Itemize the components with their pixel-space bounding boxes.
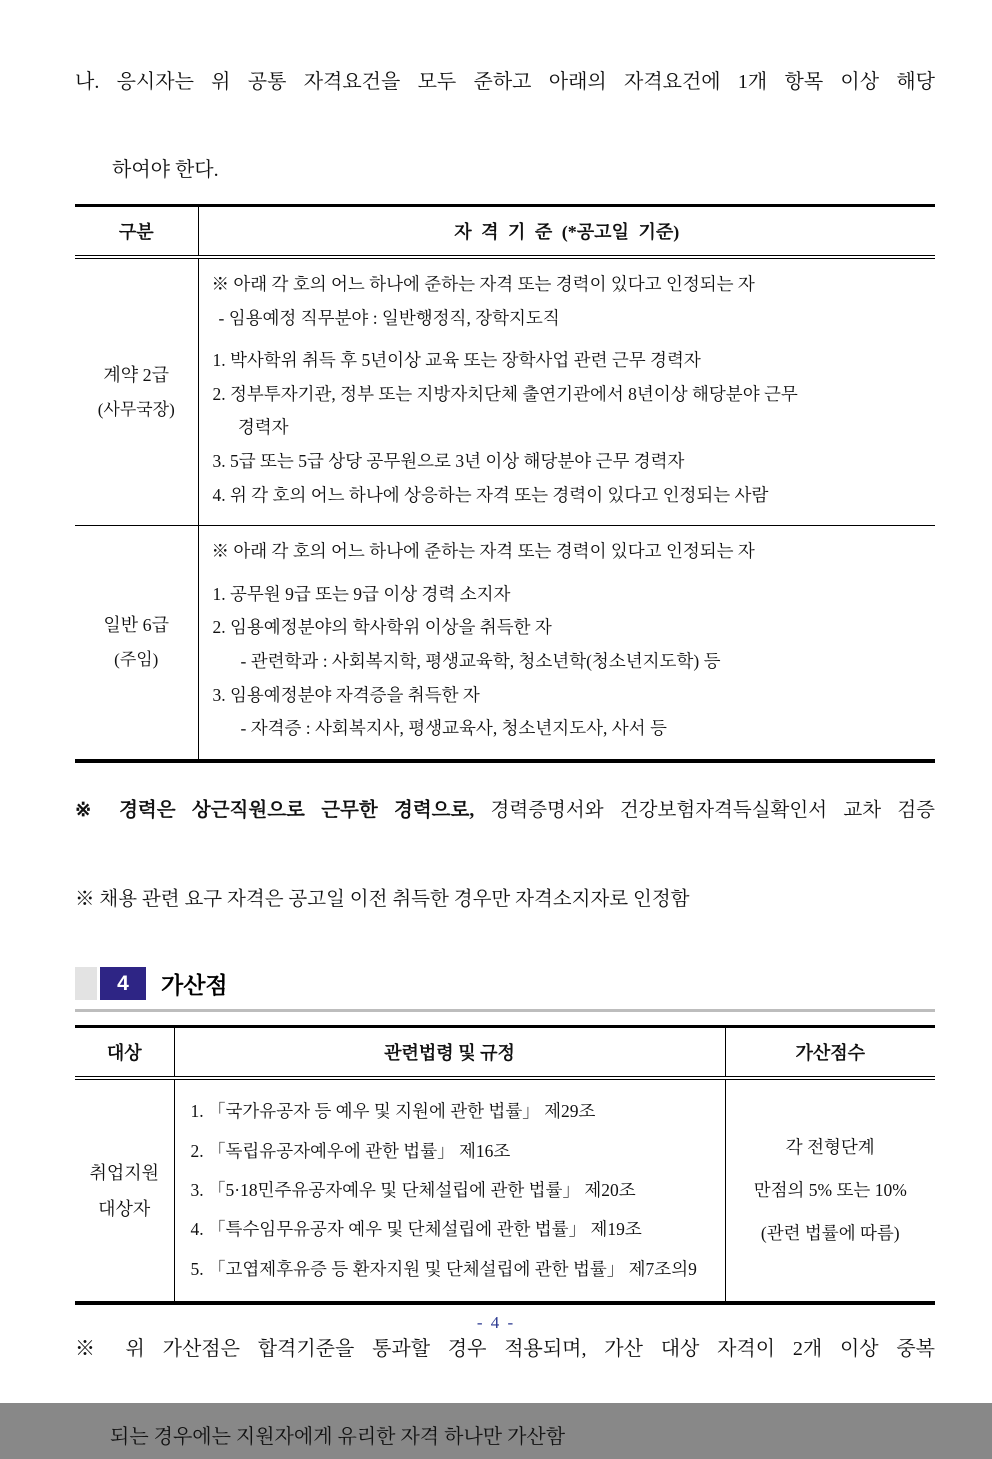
- bonus-target-cell: [75, 1078, 174, 1303]
- footnote-line-1: ※ 위 가산점은 합격기준을 통과할 경우 적용되며, 가산 대상 자격이 2개 이상 중복: [75, 1338, 935, 1361]
- bonus-target-line-1: 취업지원: [89, 1162, 160, 1183]
- intro-line-1: 나. 응시자는 위 공통 자격요건을 모두 준하고 아래의 자격요건에 1개 항목 이상 해당: [75, 71, 935, 93]
- law-item-3: 3. 「5·18민주유공자예우 및 단체설립에 관한 법률」 제20조: [190, 1180, 636, 1200]
- table-row: [75, 526, 935, 761]
- table-row: [75, 1078, 935, 1303]
- bonus-laws-cell: [174, 1078, 725, 1303]
- qualification-table: [75, 204, 935, 763]
- qual-header-category: 구분: [75, 206, 198, 258]
- criteria-item-2: 2. 임용예정분야의 학사학위 이상을 취득한 자: [212, 617, 552, 638]
- bonus-header-score: 가산점수: [725, 1027, 935, 1079]
- criteria-cell-contract-2: [198, 257, 935, 526]
- bonus-header-laws: 관련법령 및 규정: [174, 1027, 725, 1079]
- law-item-5: 5. 「고엽제후유증 등 환자지원 및 단체설립에 관한 법률」 제7조의9: [190, 1258, 697, 1279]
- bonus-points-table: [75, 1025, 935, 1305]
- note-acquisition-date: ※ 채용 관련 요구 자격은 공고일 이전 취득한 경우만 자격소지자로 인정함: [75, 889, 690, 911]
- qualification-notes: [75, 789, 935, 924]
- note-bold-text: 경력은 상근직원으로 근무한 경력으로,: [119, 799, 475, 821]
- note-marker: ※: [75, 799, 103, 821]
- criteria-item-3: 3. 임용예정분야 자격증을 취득한 자: [212, 684, 480, 705]
- bonus-table-header-row: [75, 1027, 935, 1079]
- criteria-item-1: 1. 박사학위 취득 후 5년이상 교육 또는 장학사업 관련 근무 경력자: [212, 350, 701, 371]
- bonus-footnote: [75, 1327, 935, 1459]
- criteria-cell-general-6: [198, 526, 935, 761]
- criteria-item-2-line-1: 2. 정부투자기관, 정부 또는 지방자치단체 출연기관에서 8년이상 해당분야 근무: [212, 383, 798, 404]
- bonus-header-target: 대상: [75, 1027, 174, 1079]
- section-title: 가산점: [161, 972, 228, 999]
- criteria-dash: - 임용예정 직무분야 : 일반행정직, 장학지도직: [218, 307, 560, 328]
- grade-cell-general-6: [75, 526, 198, 761]
- criteria-item-1: 1. 공무원 9급 또는 9급 이상 경력 소지자: [212, 583, 511, 604]
- note-rest-text: 경력증명서와 건강보험자격득실확인서 교차 검증: [490, 799, 935, 821]
- grade-name: 일반 6급: [103, 615, 170, 636]
- qual-header-criteria: 자 격 기 준 (*공고일 기준): [198, 206, 935, 258]
- section-header-bonus-points: [75, 967, 935, 1012]
- footnote-line-2: 되는 경우에는 지원자에게 유리한 자격 하나만 가산함: [110, 1426, 566, 1449]
- qualification-table-header-row: [75, 206, 935, 258]
- criteria-item-2-dash: - 관련학과 : 사회복지학, 평생교육학, 청소년학(청소년지도학) 등: [240, 650, 721, 671]
- page-number: - 4 -: [476, 1313, 516, 1332]
- criteria-item-2: [207, 378, 928, 445]
- law-item-1: 1. 「국가유공자 등 예우 및 지원에 관한 법률」 제29조: [190, 1101, 596, 1122]
- intro-paragraph: [75, 60, 935, 192]
- grade-subtitle: (사무국장): [97, 400, 175, 420]
- section-number-badge: 4: [100, 967, 146, 1000]
- law-item-4: 4. 「특수임무유공자 예우 및 단체설립에 관한 법률」 제19조: [190, 1219, 642, 1240]
- criteria-item-2-line-2: 경력자: [237, 417, 289, 438]
- score-line-2: 만점의 5% 또는 10%: [753, 1180, 907, 1201]
- criteria-item-3: 3. 5급 또는 5급 상당 공무원으로 3년 이상 해당분야 근무 경력자: [212, 450, 685, 471]
- score-line-3: (관련 법률에 따름): [760, 1223, 900, 1244]
- law-item-2: 2. 「독립유공자예우에 관한 법률」 제16조: [190, 1140, 511, 1161]
- grade-cell-contract-2: [75, 257, 198, 526]
- intro-line-2: 하여야 한다.: [112, 159, 219, 181]
- bonus-score-cell: [725, 1078, 935, 1303]
- table-row: [75, 257, 935, 526]
- section-gray-chip: [75, 967, 97, 1000]
- criteria-note: ※ 아래 각 호의 어느 하나에 준하는 자격 또는 경력이 있다고 인정되는 자: [211, 541, 755, 562]
- grade-name: 계약 2급: [103, 365, 170, 386]
- score-line-1: 각 전형단계: [785, 1137, 875, 1158]
- bonus-target-line-2: 대상자: [98, 1198, 151, 1219]
- criteria-item-4: 4. 위 각 호의 어느 하나에 상응하는 자격 또는 경력이 있다고 인정되는 사람: [212, 484, 769, 505]
- note-career-verification: [75, 789, 935, 879]
- grade-subtitle: (주임): [114, 650, 159, 670]
- criteria-note: ※ 아래 각 호의 어느 하나에 준하는 자격 또는 경력이 있다고 인정되는 자: [211, 274, 755, 294]
- criteria-item-3-dash: - 자격증 : 사회복지사, 평생교육사, 청소년지도사, 사서 등: [240, 718, 667, 739]
